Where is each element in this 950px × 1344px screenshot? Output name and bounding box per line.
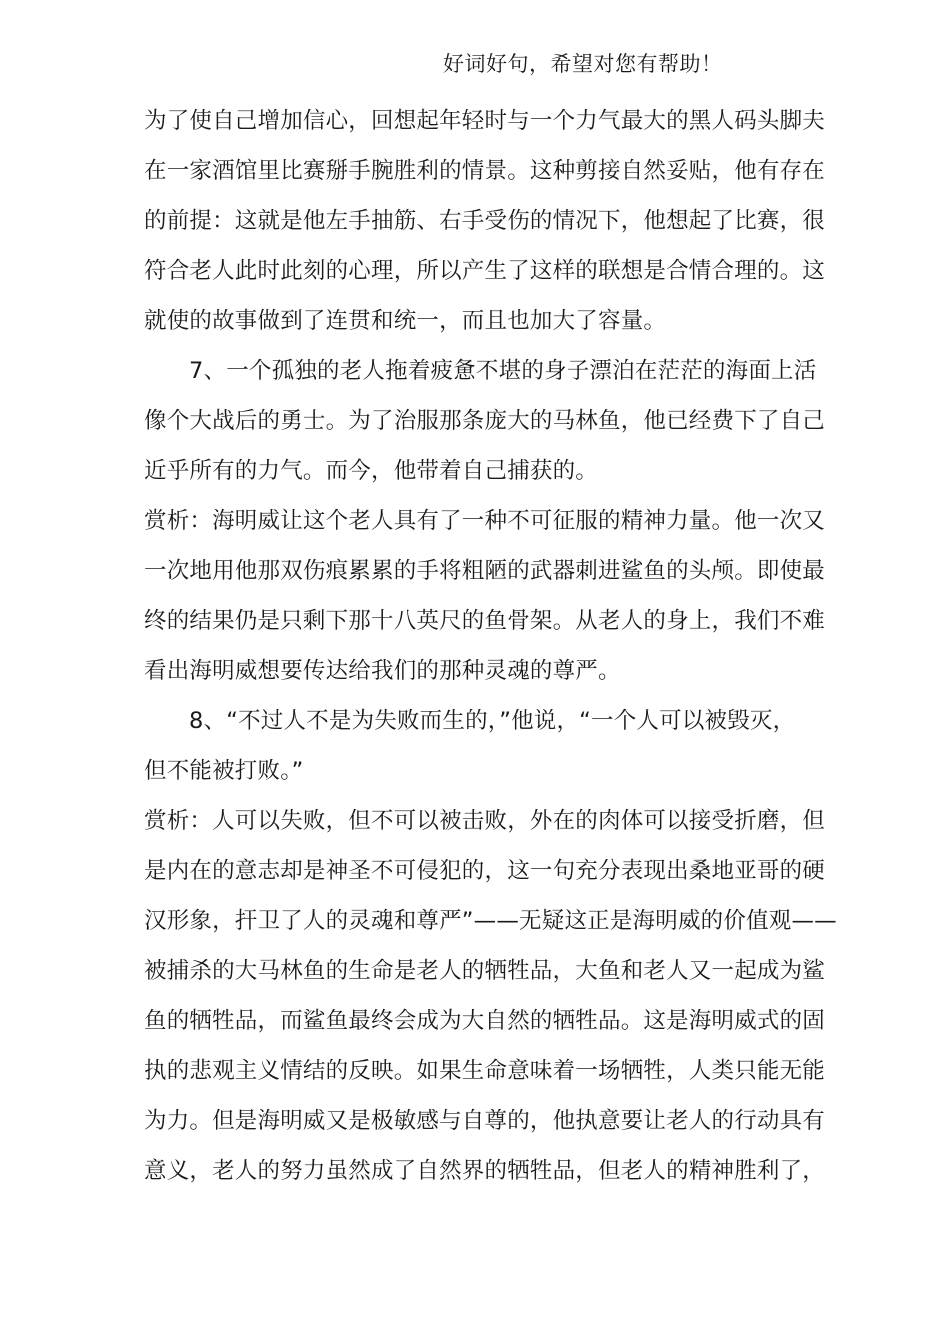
body-line: 就使的故事做到了连贯和统一，而且也加大了容量。: [144, 308, 667, 334]
body-line: 在一家酒馆里比赛掰手腕胜利的情景。这种剪接自然妥贴，他有存在: [144, 158, 826, 184]
body-line: 为了使自己增加信心，回想起年轻时与一个力气最大的黑人码头脚夫: [144, 108, 826, 134]
body-line: 符合老人此时此刻的心理，所以产生了这样的联想是合情合理的。这: [144, 258, 826, 284]
page-header: 好词好句，希望对您有帮助！: [443, 52, 723, 76]
document-body: [144, 96, 837, 1196]
body-line: 意义，老人的努力虽然成了自然界的牺牲品，但老人的精神胜利了，: [144, 1158, 826, 1184]
body-line: 一次地用他那双伤痕累累的手将粗陋的武器刺进鲨鱼的头颅。即使最: [144, 558, 826, 584]
appreciation-line: 赏析：人可以失败，但不可以被击败，外在的肉体可以接受折磨，但: [144, 808, 826, 834]
body-line: 鱼的牺牲品，而鲨鱼最终会成为大自然的牺牲品。这是海明威式的固: [144, 1008, 826, 1034]
body-line: 执的悲观主义情结的反映。如果生命意味着一场牺牲，人类只能无能: [144, 1058, 826, 1084]
body-line: 被捕杀的大马林鱼的生命是老人的牺牲品，大鱼和老人又一起成为鲨: [144, 958, 826, 984]
body-line: 看出海明威想要传达给我们的那种灵魂的尊严。: [144, 658, 621, 684]
body-line: 的前提：这就是他左手抽筋、右手受伤的情况下，他想起了比赛，很: [144, 208, 826, 234]
body-line: 但不能被打败。”: [144, 758, 304, 784]
appreciation-line: 赏析：海明威让这个老人具有了一种不可征服的精神力量。他一次又: [144, 508, 826, 534]
item-8-line: 8、“不过人不是为失败而生的，”他说，“一个人可以被毁灭，: [189, 708, 796, 734]
item-7-line: 7、一个孤独的老人拖着疲惫不堪的身子漂泊在茫茫的海面上活: [189, 358, 817, 384]
body-line: 汉形象，扞卫了人的灵魂和尊严”——无疑这正是海明威的价值观——: [144, 908, 837, 934]
body-line: 为力。但是海明威又是极敏感与自尊的，他执意要让老人的行动具有: [144, 1108, 826, 1134]
body-line: 终的结果仍是只剩下那十八英尺的鱼骨架。从老人的身上，我们不难: [144, 608, 826, 634]
body-line: 近乎所有的力气。而今，他带着自己捕获的。: [144, 458, 599, 484]
body-line: 是内在的意志却是神圣不可侵犯的，这一句充分表现出桑地亚哥的硬: [144, 858, 826, 884]
body-line: 像个大战后的勇士。为了治服那条庞大的马林鱼，他已经费下了自己: [144, 408, 826, 434]
